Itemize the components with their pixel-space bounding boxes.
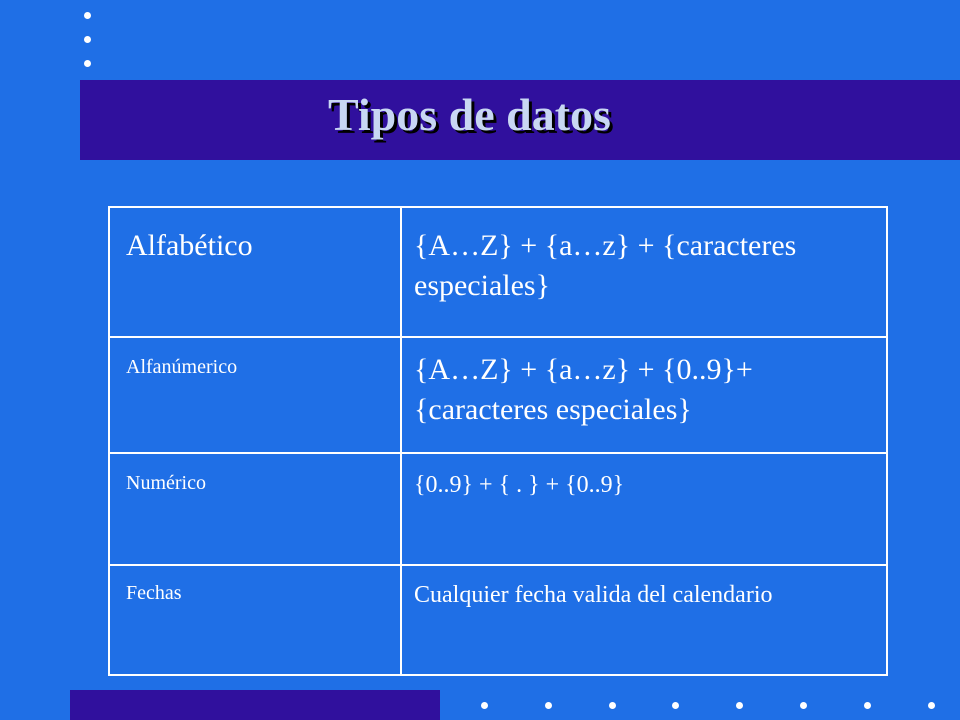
decorative-dot [84,36,91,43]
table-cell-type: Alfanúmerico [109,337,401,453]
table-cell-description: {0..9} + { . } + {0..9} [401,453,887,565]
decorative-dot [481,702,488,709]
data-types-table [108,206,888,676]
slide-title: Tipos de datos [328,89,611,140]
decorative-dot [609,702,616,709]
table-cell-type: Fechas [109,565,401,675]
decorative-dot [84,60,91,67]
table-row [109,565,887,675]
decorative-dot [545,702,552,709]
table-cell-description: {A…Z} + {a…z} + {0..9}+ {caracteres especiales} [401,337,887,453]
table-cell-description: {A…Z} + {a…z} + {caracteres especiales} [401,207,887,337]
bottom-band [70,690,440,720]
decorative-dot [864,702,871,709]
table-row [109,453,887,565]
decorative-dot [928,702,935,709]
decorative-dot [736,702,743,709]
table-cell-type: Numérico [109,453,401,565]
table-cell-description: Cualquier fecha valida del calendario [401,565,887,675]
decorative-dot [84,12,91,19]
table-cell-type: Alfabético [109,207,401,337]
table-row [109,207,887,337]
decorative-dot [800,702,807,709]
decorative-dot [672,702,679,709]
table-row [109,337,887,453]
